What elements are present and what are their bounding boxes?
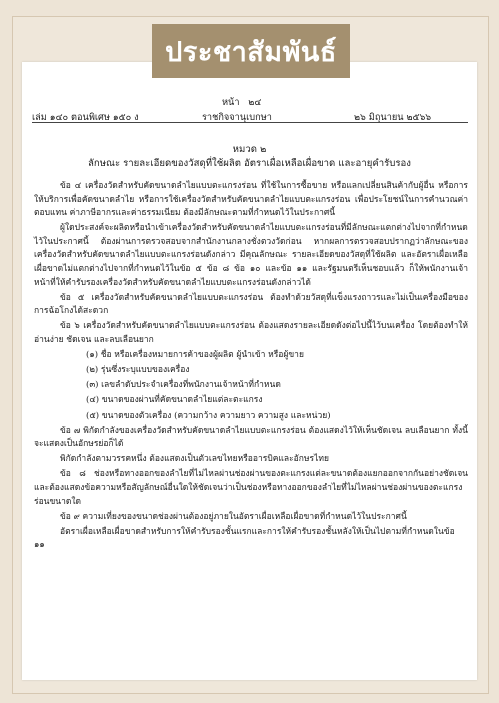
page-label: หน้า: [222, 97, 240, 108]
chapter-subheading: ลักษณะ รายละเอียดของวัสดุที่ใช้ผลิต อัตราเผื่อเหลือเผื่อขาด และอายุคำรับรอง: [88, 158, 411, 169]
gazette-publication: ราชกิจจานุเบกษา: [202, 112, 272, 123]
banner-title: ประชาสัมพันธ์: [165, 36, 337, 68]
gazette-volume: เล่ม ๑๔๐ ตอนพิเศษ ๑๕๐ ง: [32, 112, 139, 123]
paragraph: ข้อ ๖ เครื่องวัดสำหรับคัดขนาดลำไยแบบตะแกรงร่อน ต้องแสดงรายละเอียดดังต่อไปนี้ไว้บนเครื่อง โดยต้องทำให้อ่านง่าย ชัดเจน และลบเลือนยาก: [34, 321, 468, 346]
announcement-banner: [152, 24, 350, 78]
gazette-date: ๒๖ มิถุนายน ๒๕๖๖: [354, 112, 432, 123]
list-item: (๑) ชื่อ หรือเครื่องหมายการค้าของผู้ผลิต ผู้นำเข้า หรือผู้ขาย: [86, 350, 304, 361]
header-divider: [32, 122, 468, 123]
paragraph: ข้อ ๔ เครื่องวัดสำหรับคัดขนาดลำไยแบบตะแกรงร่อน ที่ใช้ในการซื้อขาย หรือแลกเปลี่ยนสินค้ากับผู้อื่น หรือการให้บริการเพื่อคัดขนาดลำไย หรือการใช้เครื่องวัดสำหรับคัดขนาดลำไยแบบตะแกรงร่อน เพื่อประโยชน์ในการคำนวณค่าตอบแทน ค่าภาษีอากรและค่าธรรมเนียม ต้องมีลักษณะตามที่กำหนดไว้ในประกาศนี้: [34, 181, 468, 219]
paragraph: อัตราเผื่อเหลือเผื่อขาดสำหรับการให้คำรับรองชั้นแรกและการให้คำรับรองชั้นหลังให้เป็นไปตามที่กำหนดในข้อ ๑๑: [34, 526, 455, 551]
list-item: (๕) ขนาดของตัวเครื่อง (ความกว้าง ความยาว ความสูง และหน่วย): [86, 410, 331, 421]
paragraph: ข้อ ๕ เครื่องวัดสำหรับคัดขนาดลำไยแบบตะแกรงร่อน ต้องทำด้วยวัสดุที่แข็งแรงถาวรและไม่เป็นเครื่องมือของการฉ้อโกงได้สะดวก: [34, 292, 468, 317]
list-item: (๔) ขนาดของผ่านที่คัดขนาดลำไยแต่ละตะแกรง: [86, 395, 263, 406]
page-number: ๒๔: [248, 97, 262, 108]
paragraph: ข้อ ๗ พิกัดกำลังของเครื่องวัดสำหรับคัดขนาดลำไยแบบตะแกรงร่อน ต้องแสดงไว้ให้เห็นชัดเจน ลบเลือนยาก ทั้งนี้ จะแสดงเป็นอักษรย่อก็ได้: [34, 425, 468, 450]
paragraph: ข้อ ๘ ช่องหรือทางออกของลำไยที่ไม่ไหลผ่านช่องผ่านของตะแกรงแต่ละขนาดต้องแยกออกจากกันอย่างชัดเจนและต้องแสดงข้อความหรือสัญลักษณ์อื่นใดให้ชัดเจนว่าเป็นช่องหรือทางออกของลำไยที่ไม่ไหลผ่านช่องผ่านของตะแกรงร่อนขนาดใด: [34, 469, 468, 507]
paragraph: ผู้ใดประสงค์จะผลิตหรือนำเข้าเครื่องวัดสำหรับคัดขนาดลำไยแบบตะแกรงร่อนที่มีลักษณะแตกต่างไปจากที่กำหนดไว้ในประกาศนี้ ต้องผ่านการตรวจสอบจากสำนักงานกลางชั่งตวงวัดก่อน หากผลการตรวจสอบปรากฏว่าลักษณะของเครื่องวัดสำหรับคัดขนาดลำไยแบบตะแกรงร่อนดังกล่าว มีคุณลักษณะ รายละเอียดของวัสดุที่ใช้ผลิต และอัตราเผื่อเหลือเผื่อขาดไม่แตกต่างไปจากที่กำหนดไว้ในข้อ ๕ ข้อ ๘ ข้อ ๑๐ และข้อ ๑๑ และรัฐมนตรีเห็นชอบแล้ว ก็ให้พนักงานเจ้าหน้าที่ให้คำรับรองเครื่องวัดสำหรับคัดขนาดลำไยแบบตะแกรงร่อนดังกล่าวได้: [34, 223, 468, 288]
paragraph: ข้อ ๙ ความเที่ยงของขนาดช่องผ่านต้องอยู่ภายในอัตราเผื่อเหลือเผื่อขาดที่กำหนดไว้ในประกาศนี้: [60, 511, 407, 522]
paragraph: พิกัดกำลังตามวรรคหนึ่ง ต้องแสดงเป็นตัวเลขไทยหรืออารบิคและอักษรไทย: [60, 454, 329, 465]
list-item: (๓) เลขลำดับประจำเครื่องที่พนักงานเจ้าหน้าที่กำหนด: [86, 380, 281, 391]
page-number-label: [222, 95, 261, 110]
list-item: (๒) รุ่นซึ่งระบุแบบของเครื่อง: [86, 365, 190, 376]
chapter-heading: หมวด ๒: [232, 144, 267, 155]
document-body: [34, 180, 468, 554]
